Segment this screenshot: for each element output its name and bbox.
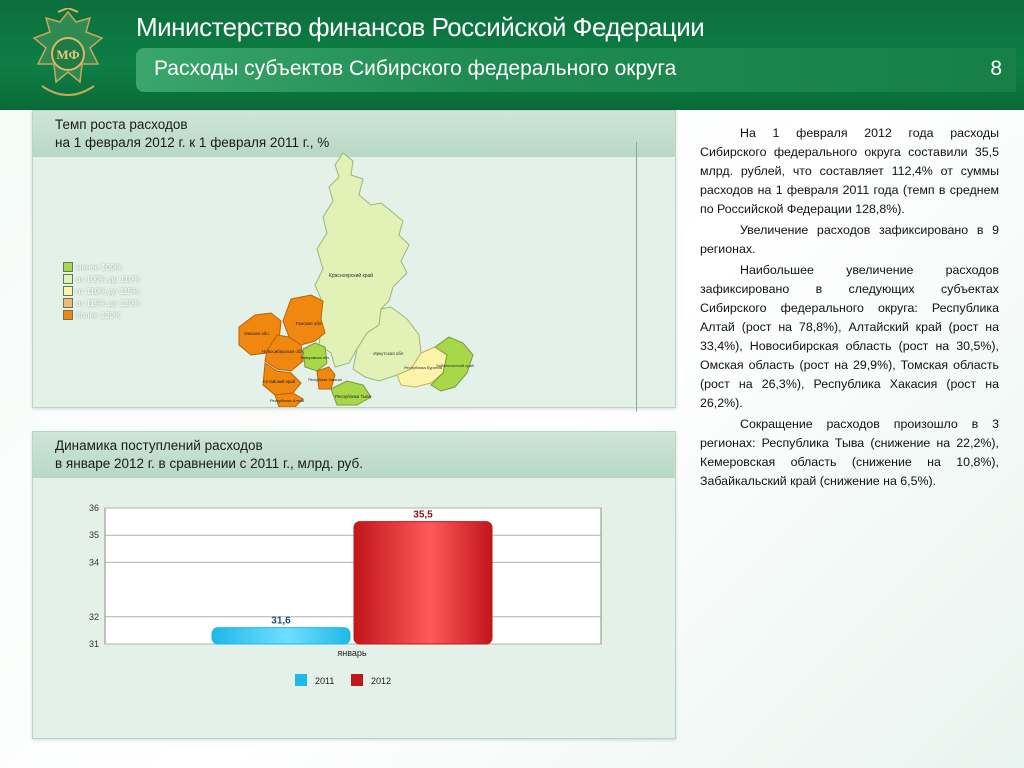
- y-tick-label: 34: [88, 557, 99, 568]
- label-novosibirsk: Новосибирская обл.: [261, 349, 305, 354]
- plot-area: [105, 508, 601, 644]
- map-panel-title: [55, 116, 329, 152]
- data-label: 31,6: [271, 615, 291, 627]
- paragraph: Наибольшее увеличение расходов зафиксировано в следующих субъектах Сибирского федерального округа: Республика Алтай (рост на 78,8%), Алтайский край (рост на 33,4%), Новосибирская область (рост на 30,5%), Омская область (рост на 29,9%), Томская область (рост на 26,3%), Республика Хакасия (рост на 26,2%).: [700, 263, 999, 410]
- legend-item: [63, 285, 140, 297]
- legend-label: от 100% до 110%: [76, 274, 141, 284]
- y-tick-label: 36: [88, 503, 99, 513]
- y-tick-label: 35: [88, 530, 99, 541]
- map-title-line1: Темп роста расходов: [55, 117, 188, 132]
- legend-label: от 110% до 115%: [76, 286, 140, 296]
- legend-swatch: [63, 286, 73, 296]
- ministry-title: Министерство финансов Российской Федерации: [136, 12, 705, 42]
- label-irkutsk: Иркутская обл.: [373, 351, 405, 356]
- legend-swatch: [63, 274, 73, 284]
- label-tyva: Республика Тыва: [334, 394, 372, 399]
- map-title-line2: на 1 февраля 2012 г. к 1 февраля 2011 г., %: [55, 135, 330, 150]
- map-panel: [32, 110, 676, 408]
- legend-label: менее 100%: [76, 262, 122, 272]
- x-category-label: январь: [337, 648, 367, 658]
- legend-swatch-2012: [351, 674, 363, 686]
- y-tick-label: 32: [88, 611, 99, 622]
- bar-2011: [212, 628, 350, 644]
- bar-2012: [354, 522, 492, 644]
- legend-item: [63, 261, 140, 273]
- legend-label: более 120%: [76, 310, 122, 320]
- header: [0, 0, 1024, 110]
- chart-panel-header: [33, 432, 675, 478]
- legend-swatch: [63, 298, 73, 308]
- emblem-icon: [28, 8, 108, 106]
- bar-chart: [33, 482, 673, 732]
- summary-text: [700, 124, 999, 493]
- slide-number: 8: [990, 57, 1002, 80]
- legend-label: от 115% до 120%: [76, 298, 141, 308]
- divider-line: [636, 142, 637, 412]
- legend-label-2012: 2012: [371, 676, 392, 686]
- legend-swatch: [63, 262, 73, 272]
- legend-item: [63, 273, 140, 285]
- label-kemerovo: Кемеровская обл.: [300, 356, 330, 360]
- siberia-map: [231, 149, 491, 407]
- chart-panel-title: [55, 437, 363, 473]
- label-tomsk: Томская обл.: [295, 321, 323, 326]
- label-krasnoyarsk: Красноярский край: [328, 273, 374, 279]
- legend-item: [63, 309, 140, 321]
- chart-title-line1: Динамика поступлений расходов: [55, 438, 263, 453]
- svg-text:МФ: МФ: [56, 47, 80, 62]
- legend-swatch-2011: [295, 674, 307, 686]
- label-altai-rep: Республика Алтай: [269, 398, 305, 403]
- paragraph: Увеличение расходов зафиксировано в 9 регионах.: [700, 223, 999, 256]
- label-zabaikal: Забайкальский край: [436, 363, 474, 368]
- label-khakasia: Республика Хакасия: [308, 378, 342, 382]
- legend-swatch: [63, 310, 73, 320]
- data-label: 35,5: [413, 509, 433, 521]
- paragraph: На 1 февраля 2012 года расходы Сибирского федерального округа составили 35,5 млрд. рублей, что составляет 112,4% от суммы расходов на 1 февраля 2011 года (темп в среднем по Российской Федерации 128,8%).: [700, 126, 999, 216]
- legend-item: [63, 297, 140, 309]
- paragraph: Сокращение расходов произошло в 3 регионах: Республика Тыва (снижение на 22,2%), Кемеровская область (снижение на 10,8%), Забайкальский край (снижение на 6,5%).: [700, 417, 999, 488]
- y-tick-label: 31: [88, 639, 99, 649]
- region-tyva[interactable]: [331, 381, 371, 405]
- label-buryatia: Республика Бурятия: [404, 365, 442, 370]
- chart-title-line2: в январе 2012 г. в сравнении с 2011 г., млрд. руб.: [55, 456, 363, 471]
- label-omsk: Омская обл.: [244, 331, 270, 336]
- legend-label-2011: 2011: [315, 676, 335, 686]
- chart-panel: [32, 431, 676, 739]
- label-altai-krai: Алтайский край: [262, 379, 296, 384]
- map-legend: [63, 261, 140, 321]
- subtitle-bar: [136, 48, 1016, 92]
- slide-title: Расходы субъектов Сибирского федерального округа: [154, 57, 677, 80]
